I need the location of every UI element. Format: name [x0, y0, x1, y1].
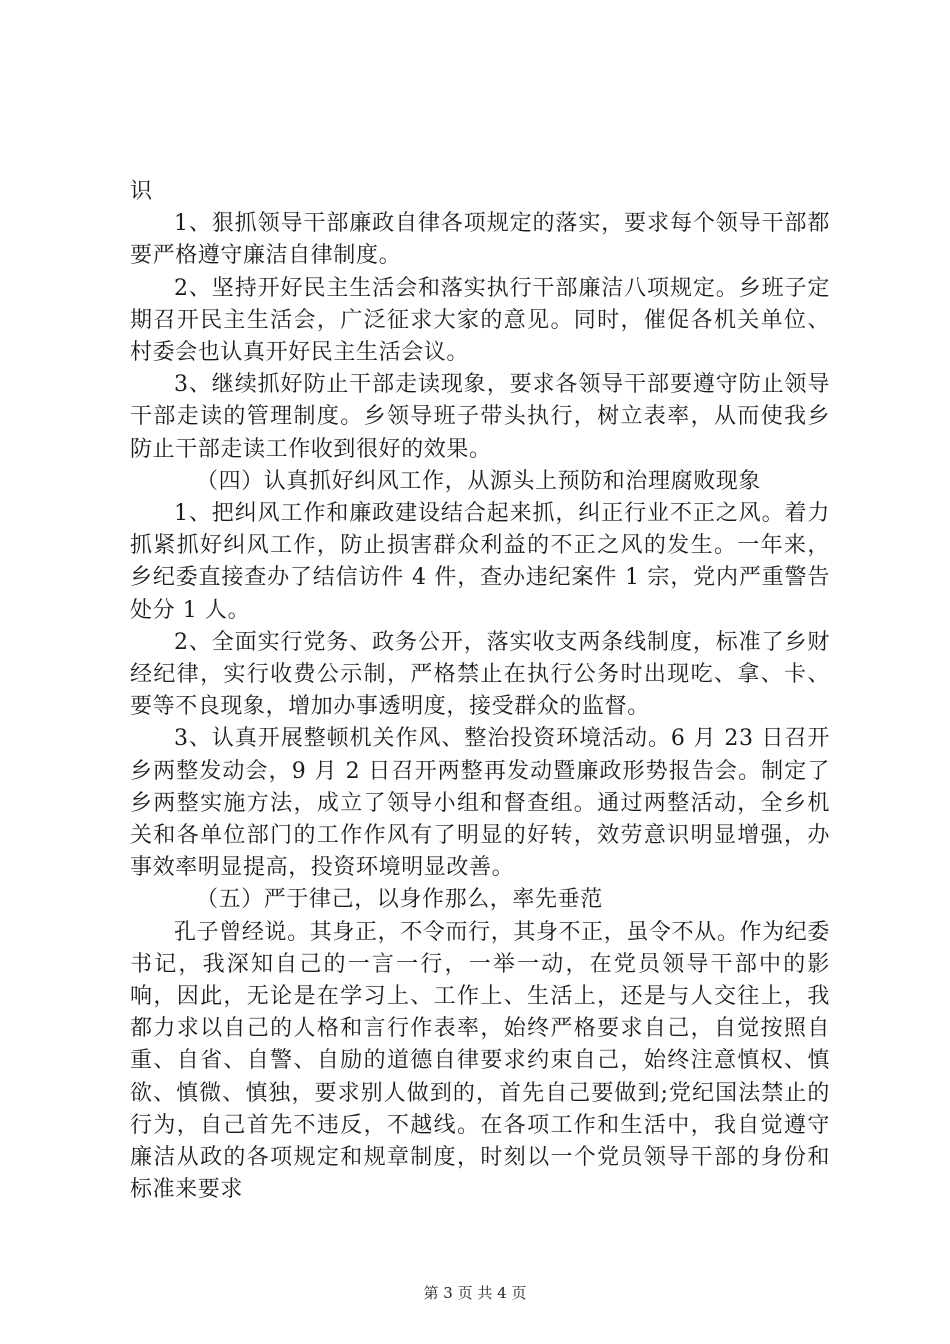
paragraph-item-4-2: 2、全面实行党务、政务公开，落实收支两条线制度，标准了乡财经纪律，实行收费公示制，严格禁止在执行公务时出现吃、拿、卡、要等不良现象，增加办事透明度，接受群众的监督。 [130, 629, 830, 720]
paragraph-item-1: 1、狠抓领导干部廉政自律各项规定的落实，要求每个领导干部都要严格遵守廉洁自律制度。 [130, 211, 830, 269]
section-heading-4: （四）认真抓好纠风工作，从源头上预防和治理腐败现象 [196, 468, 762, 494]
continued-text-fragment: 识 [130, 179, 153, 204]
paragraph-item-3: 3、继续抓好防止干部走读现象，要求各领导干部要遵守防止领导干部走读的管理制度。乡领导班子带头执行，树立表率，从而使我乡防止干部走读工作收到很好的效果。 [130, 372, 830, 462]
section-heading-5: （五）严于律己，以身作那么，率先垂范 [196, 887, 603, 913]
page-number-footer: 第 3 页 共 4 页 [423, 1284, 527, 1302]
paragraph-item-2: 2、坚持开好民主生活会和落实执行干部廉洁八项规定。乡班子定期召开民主生活会，广泛征求大家的意见。同时，催促各机关单位、村委会也认真开好民主生活会议。 [130, 275, 830, 366]
paragraph-item-4-1: 1、把纠风工作和廉政建设结合起来抓，纠正行业不正之风。着力抓紧抓好纠风工作，防止损害群众利益的不正之风的发生。一年来，乡纪委直接查办了结信访件 4 件，查办违纪案件 1 宗，党内严重警告处分 1 人。 [130, 501, 830, 623]
document-body [130, 176, 830, 1207]
paragraph-confucius: 孔子曾经说。其身正，不令而行，其身不正，虽令不从。作为纪委书记，我深知自己的一言一行，一举一动，在党员领导干部中的影响，因此，无论是在学习上、工作上、生活上，还是与人交往上，我都力求以自己的人格和言行作表率，始终严格要求自己，自觉按照自重、自省、自警、自励的道德自律要求约束自己，始终注意慎权、慎欲、慎微、慎独，要求别人做到的，首先自己要做到;党纪国法禁止的行为，自己首先不违反，不越线。在各项工作和生活中，我自觉遵守廉洁从政的各项规定和规章制度，时刻以一个党员领导干部的身份和标准来要求 [130, 919, 830, 1203]
paragraph-item-4-3: 3、认真开展整顿机关作风、整治投资环境活动。6 月 23 日召开乡两整发动会，9 月 2 日召开两整再发动暨廉政形势报告会。制定了乡两整实施方法，成立了领导小组和督查组。通过两整活动，全乡机关和各单位部门的工作作风有了明显的好转，效劳意识明显增强，办事效率明显提高，投资环境明显改善。 [130, 726, 830, 881]
